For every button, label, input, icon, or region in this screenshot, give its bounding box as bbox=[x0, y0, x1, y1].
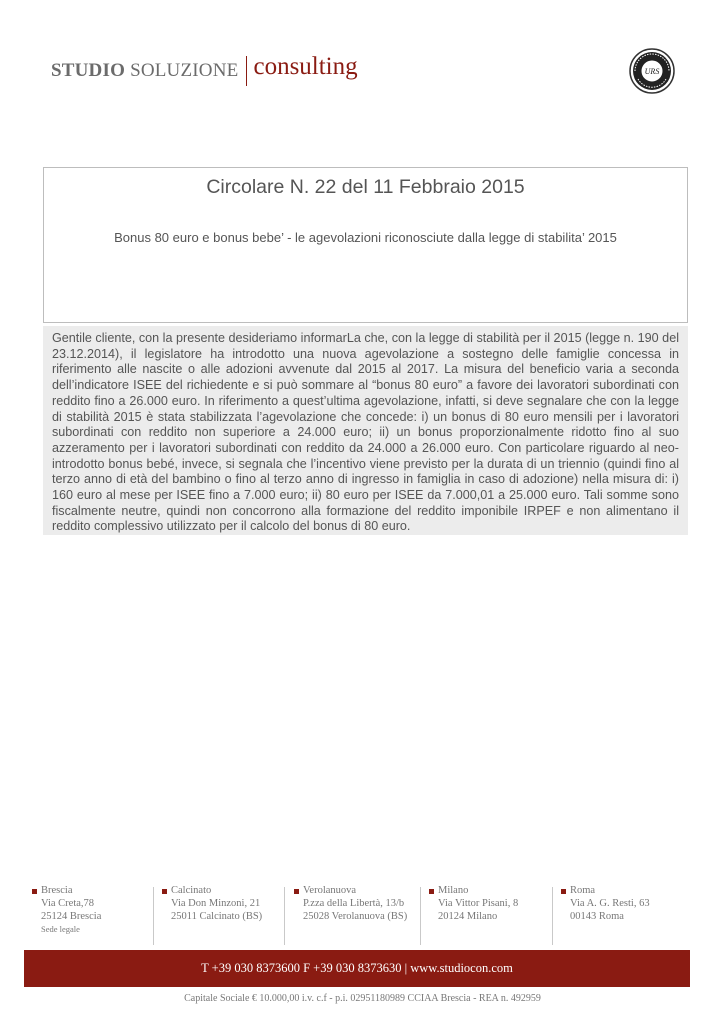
office-divider bbox=[153, 887, 154, 945]
svg-text:URS: URS bbox=[644, 67, 660, 76]
office-divider bbox=[284, 887, 285, 945]
square-bullet-icon bbox=[32, 889, 37, 894]
office-roma bbox=[561, 885, 650, 945]
page-title: Circolare N. 22 del 11 Febbraio 2015 bbox=[206, 176, 525, 198]
title-box bbox=[43, 167, 688, 323]
company-logo bbox=[51, 53, 358, 86]
certification-seal-icon bbox=[629, 48, 675, 94]
office-name: Calcinato bbox=[171, 885, 212, 896]
square-bullet-icon bbox=[429, 889, 434, 894]
office-calcinato bbox=[162, 885, 262, 945]
office-divider bbox=[420, 887, 421, 945]
body-paragraph: Gentile cliente, con la presente desideriamo informarLa che, con la legge di stabilità per il 2015 (legge n. 190 del 23.12.2014), il legislatore ha introdotto una nuova agevolazione a sostegno delle famiglie concessa in riferimento alle nascite o alle adozioni avvenute dal 2015 al 2017. La misura del beneficio varia a seconda dell’indicatore ISEE del richiedente e si può sommare al “bonus 80 euro” a favore dei lavoratori subordinati con reddito fino a 26.000 euro. In riferimento a quest’ultima agevolazione, infatti, si deve segnalare che con la legge di stabilità 2015 è stata stabilizzata l’agevolazione che concede: i) un bonus di 80 euro mensili per i lavoratori subordinati con reddito non superiore a 24.000 euro; ii) un bonus proporzionalmente ridotto fino al suo azzeramento per i lavoratori subordinati con reddito da 24.000 a 26.000 euro. Con particolare riguardo al neo-introdotto bonus bebé, invece, si segnala che l’incentivo viene previsto per la durata di un triennio (quindi fino al terzo anno di età del bambino o fino al terzo anno di ingresso in famiglia in caso di adozione) nella misura di: i) 160 euro al mese per ISEE fino a 7.000 euro; ii) 80 euro per ISEE da 7.000,01 a 25.000 euro. Tali somme sono fiscalmente neutre, quindi non concorrono alla formazione del reddito imponibile IRPEF e non alimentano il reddito complessivo utilizzato per il calcolo del bonus di 80 euro. bbox=[52, 331, 679, 534]
logo-soluzione-text: SOLUZIONE bbox=[130, 60, 239, 81]
office-address: Via A. G. Resti, 63 bbox=[570, 897, 650, 909]
office-name: Verolanuova bbox=[303, 885, 357, 896]
office-name: Roma bbox=[570, 885, 596, 896]
logo-consulting-text: consulting bbox=[253, 53, 358, 80]
logo-divider bbox=[246, 56, 247, 86]
office-address: Via Creta,78 bbox=[41, 897, 95, 909]
office-list bbox=[24, 885, 690, 945]
office-city: 25124 Brescia bbox=[41, 910, 102, 922]
office-verolanuova bbox=[294, 885, 407, 945]
office-city: 20124 Milano bbox=[438, 910, 498, 922]
body-section bbox=[43, 326, 688, 535]
office-name: Brescia bbox=[41, 885, 73, 896]
office-note: Sede legale bbox=[41, 924, 80, 935]
contact-bar bbox=[24, 950, 690, 987]
office-city: 25011 Calcinato (BS) bbox=[171, 910, 263, 922]
legal-footer: Capitale Sociale € 10.000,00 i.v. c.f - p.i. 02951180989 CCIAA Brescia - REA n. 492959 bbox=[184, 993, 541, 1004]
office-milano bbox=[429, 885, 518, 945]
square-bullet-icon bbox=[294, 889, 299, 894]
office-name: Milano bbox=[438, 885, 469, 896]
page-subtitle: Bonus 80 euro e bonus bebe’ - le agevolazioni riconosciute dalla legge di stabilita’ 2015 bbox=[114, 230, 617, 245]
square-bullet-icon bbox=[561, 889, 566, 894]
office-address: Via Vittor Pisani, 8 bbox=[438, 897, 519, 909]
logo-studio-text: STUDIO bbox=[51, 60, 126, 81]
office-address: Via Don Minzoni, 21 bbox=[171, 897, 261, 909]
office-address: P.zza della Libertà, 13/b bbox=[303, 897, 405, 909]
office-brescia bbox=[32, 885, 101, 945]
office-divider bbox=[552, 887, 553, 945]
office-city: 00143 Roma bbox=[570, 910, 624, 922]
contact-info: T +39 030 8373600 F +39 030 8373630 | www.studiocon.com bbox=[201, 961, 513, 975]
office-city: 25028 Verolanuova (BS) bbox=[303, 910, 408, 922]
square-bullet-icon bbox=[162, 889, 167, 894]
